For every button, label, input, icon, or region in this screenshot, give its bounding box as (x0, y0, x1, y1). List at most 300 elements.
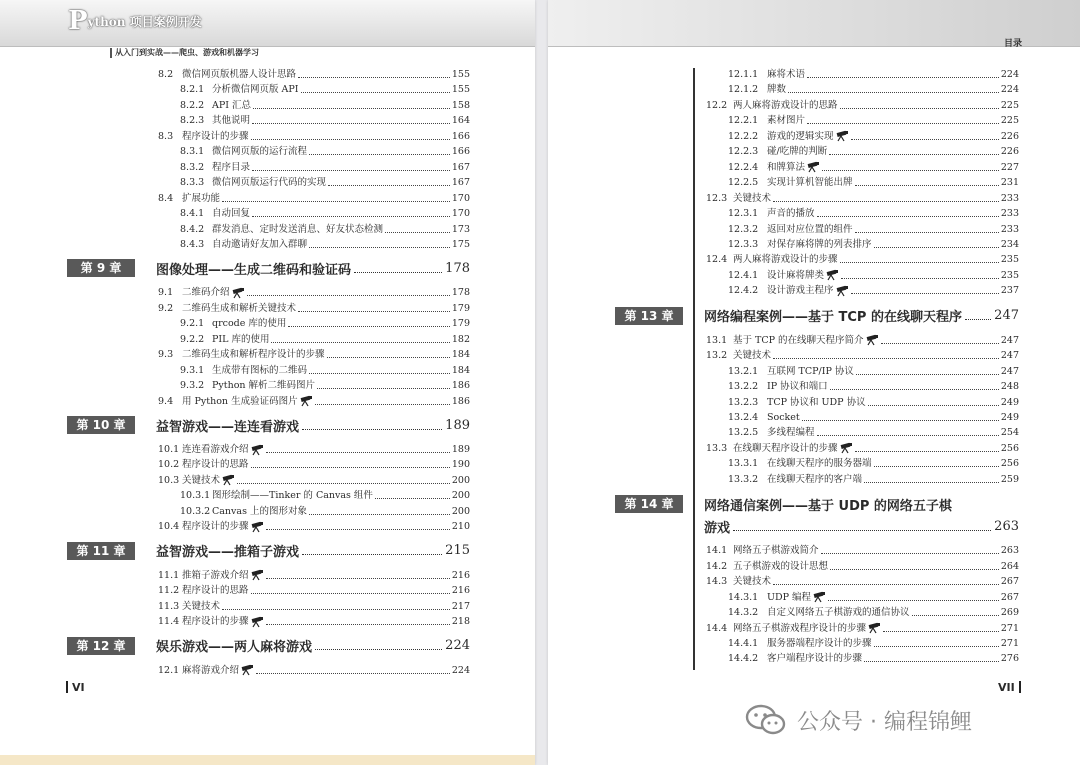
entry-page-number: 224 (1000, 69, 1019, 80)
entry-page-number: 170 (451, 192, 470, 204)
video-camera-icon[interactable] (867, 622, 881, 634)
entry-title: 麻将术语 (767, 69, 806, 80)
entry-number: 12.2.3 (728, 146, 759, 158)
entry-body (212, 378, 470, 393)
entry-body (212, 160, 470, 175)
entry-body (182, 663, 470, 678)
toc-entry[interactable] (158, 175, 470, 190)
entry-body (182, 568, 470, 583)
entry-title: Python 解析二维码图片 (212, 380, 316, 392)
entry-title: 二维码生成和解析关键技术 (182, 302, 297, 314)
entry-title: 微信网页版运行代码的实现 (212, 177, 327, 189)
entry-body (182, 599, 470, 614)
entry-title: 微信网页版机器人设计思路 (182, 69, 297, 80)
entry-page-number: 235 (1000, 269, 1019, 281)
video-camera-icon[interactable] (250, 521, 264, 533)
dot-leader (802, 420, 999, 421)
entry-number: 13.2.5 (728, 427, 759, 439)
entry-title: 自动邀请好友加入群聊 (212, 238, 308, 250)
wechat-icon (745, 704, 787, 736)
entry-title: 声音的播放 (767, 208, 815, 220)
entry-title: API 汇总 (212, 99, 252, 111)
entry-number: 12.2 (706, 99, 728, 111)
video-camera-icon[interactable] (231, 287, 245, 299)
toc-entry[interactable] (158, 363, 470, 378)
dot-leader (302, 554, 442, 555)
entry-page-number: 256 (1000, 458, 1019, 470)
chapter-body (156, 257, 470, 279)
dot-leader (385, 232, 450, 233)
entry-number: 12.2.1 (728, 115, 759, 127)
toc-entry[interactable] (158, 504, 470, 519)
entry-page-number: 200 (451, 490, 470, 502)
dot-leader (266, 452, 450, 453)
page-number: VII (998, 681, 1025, 694)
dot-leader (868, 405, 999, 406)
toc-entry[interactable] (158, 599, 470, 614)
page-header (548, 0, 1080, 47)
chapter-page-number: 263 (994, 518, 1019, 534)
toc-entry[interactable] (706, 82, 1019, 97)
entry-body (212, 206, 470, 221)
entry-body (767, 268, 1019, 283)
page-number: VI (62, 681, 85, 694)
dot-leader (266, 624, 450, 625)
dot-leader (855, 451, 999, 452)
chapter-heading[interactable] (67, 635, 470, 657)
entry-body (733, 559, 1019, 574)
dot-leader (874, 247, 999, 248)
entry-body (182, 129, 470, 144)
entry-number: 14.3.1 (728, 591, 759, 603)
dot-leader (733, 530, 991, 531)
toc-entry[interactable] (158, 98, 470, 113)
entry-title: 服务器端程序设计的步骤 (767, 637, 872, 649)
entry-number: 10.2 (158, 459, 180, 471)
video-camera-icon[interactable] (250, 569, 264, 581)
toc-entry[interactable] (706, 283, 1019, 298)
entry-title: 客户端程序设计的步骤 (767, 653, 863, 665)
entry-body (212, 98, 470, 113)
chapter-page-number: 178 (445, 260, 470, 276)
video-camera-icon[interactable] (839, 442, 853, 454)
video-camera-icon[interactable] (835, 285, 849, 297)
toc-entry[interactable] (706, 379, 1019, 394)
dot-leader (317, 388, 450, 389)
entry-title: 关键技术 (733, 576, 772, 588)
entry-number: 14.4.2 (728, 653, 759, 665)
toc-entry[interactable] (158, 347, 470, 362)
toc-entry[interactable] (158, 285, 470, 300)
entry-title: 牌数 (767, 84, 787, 96)
chapter-page-number: 215 (445, 543, 470, 559)
entry-body (212, 222, 470, 237)
entry-number: 8.2 (158, 69, 174, 80)
dot-leader (302, 429, 442, 430)
toc-entry[interactable] (706, 333, 1019, 348)
entry-page-number: 263 (1000, 545, 1019, 557)
toc-entry[interactable] (158, 614, 470, 629)
entry-title: 程序设计的思路 (182, 585, 249, 597)
dot-leader (328, 185, 450, 186)
entry-number: 8.3 (158, 130, 174, 142)
entry-page-number: 224 (451, 664, 470, 676)
dot-leader (817, 216, 999, 217)
toc-entry[interactable] (706, 410, 1019, 425)
entry-page-number: 271 (1000, 637, 1019, 649)
entry-body (733, 441, 1019, 456)
chapter-heading[interactable] (67, 414, 470, 436)
entry-number: 9.2.2 (180, 333, 205, 345)
entry-body (767, 222, 1019, 237)
entry-number: 8.2.2 (180, 99, 205, 111)
entry-number: 13.3.1 (728, 458, 759, 470)
toc-entry[interactable] (706, 456, 1019, 471)
entry-body (733, 543, 1019, 558)
dot-leader (851, 293, 999, 294)
toc-entry[interactable] (706, 67, 1019, 82)
toc-entry[interactable] (158, 301, 470, 316)
video-camera-icon[interactable] (250, 444, 264, 456)
dot-leader (965, 319, 991, 320)
chapter-body (156, 540, 470, 562)
toc-entry[interactable] (706, 144, 1019, 159)
toc-entry[interactable] (158, 519, 470, 534)
toc-entry[interactable] (706, 605, 1019, 620)
chapter-page-number: 189 (445, 417, 470, 433)
entry-body (767, 206, 1019, 221)
entry-body (767, 67, 1019, 82)
entry-page-number: 249 (1000, 396, 1019, 408)
dot-leader (256, 673, 450, 674)
entry-number: 14.3 (706, 576, 728, 588)
dot-leader (856, 374, 999, 375)
entry-number: 11.4 (158, 616, 180, 628)
entry-number: 9.4 (158, 395, 174, 407)
dot-leader (807, 77, 999, 78)
entry-number: 12.2.4 (728, 161, 759, 173)
entry-number: 11.3 (158, 600, 180, 612)
chapter-page-number: 224 (445, 638, 470, 653)
toc-entry[interactable] (158, 206, 470, 221)
video-camera-icon[interactable] (299, 395, 313, 407)
right-page (548, 0, 1080, 765)
toc-entry[interactable] (706, 129, 1019, 144)
entry-body (767, 129, 1019, 144)
dot-leader (252, 170, 450, 171)
entry-body (182, 442, 470, 457)
entry-title: IP 协议和端口 (767, 381, 828, 393)
toc-entry[interactable] (706, 222, 1019, 237)
entry-title: 在线聊天程序设计的步骤 (733, 442, 838, 454)
toc-entry[interactable] (158, 457, 470, 472)
video-camera-icon[interactable] (240, 664, 254, 676)
chapter-title: 益智游戏——推箱子游戏 (156, 545, 300, 561)
toc-entry[interactable] (706, 113, 1019, 128)
toc-entry[interactable] (158, 378, 470, 393)
chapter-heading[interactable] (615, 305, 1019, 327)
toc-entry[interactable] (706, 590, 1019, 605)
entry-page-number: 259 (1000, 473, 1019, 485)
entry-body (733, 252, 1019, 267)
dot-leader (788, 92, 999, 93)
dot-leader (822, 170, 999, 171)
entry-title: 其他说明 (212, 115, 251, 127)
entry-number: 8.2.3 (180, 115, 205, 127)
dot-leader (855, 185, 999, 186)
toc-entry[interactable] (706, 651, 1019, 666)
chapter-title: 网络通信案例——基于 UDP 的网络五子棋 (704, 499, 952, 515)
entry-body (212, 175, 470, 190)
entry-title: 自动回复 (212, 208, 251, 220)
entry-page-number: 186 (451, 395, 470, 407)
entry-title: 用 Python 生成验证码图片 (182, 395, 298, 407)
toc-entry[interactable] (706, 348, 1019, 363)
entry-page-number: 267 (1000, 576, 1019, 588)
toc-entry[interactable] (158, 191, 470, 206)
entry-number: 9.2.1 (180, 318, 205, 330)
entry-page-number: 254 (1000, 427, 1019, 439)
entry-number: 8.4 (158, 192, 174, 204)
toc-entry[interactable] (706, 364, 1019, 379)
entry-number: 11.2 (158, 585, 180, 597)
entry-page-number: 190 (451, 459, 470, 471)
entry-body (212, 504, 470, 519)
toc-entry[interactable] (706, 237, 1019, 252)
entry-number: 8.3.2 (180, 161, 205, 173)
dot-leader (251, 593, 450, 594)
toc-entry[interactable] (706, 472, 1019, 487)
entry-title: qrcode 库的使用 (212, 318, 287, 330)
toc-entry[interactable] (158, 67, 470, 82)
toc-entry[interactable] (706, 98, 1019, 113)
chapter-label: 第 9 章 (67, 259, 135, 277)
entry-body (767, 636, 1019, 651)
entry-page-number: 217 (451, 600, 470, 612)
entry-body (767, 113, 1019, 128)
entry-page-number: 247 (1000, 334, 1019, 346)
entry-number: 13.2 (706, 350, 728, 362)
entry-body (212, 488, 470, 503)
entry-title: Socket (767, 412, 800, 423)
toc-entry[interactable] (158, 222, 470, 237)
toc-entry[interactable] (706, 559, 1019, 574)
toc-entry[interactable] (158, 332, 470, 347)
entry-number: 12.3 (706, 192, 728, 204)
entry-page-number: 179 (451, 318, 470, 330)
entry-number: 13.3.2 (728, 473, 759, 485)
video-camera-icon[interactable] (865, 334, 879, 346)
toc-entry[interactable] (706, 175, 1019, 190)
entry-page-number: 226 (1000, 130, 1019, 142)
toc-entry[interactable] (706, 574, 1019, 589)
entry-number: 13.2.3 (728, 396, 759, 408)
dot-leader (874, 466, 999, 467)
dot-leader (773, 201, 999, 202)
video-camera-icon[interactable] (835, 130, 849, 142)
entry-page-number: 231 (1000, 177, 1019, 189)
entry-number: 10.1 (158, 444, 180, 455)
entry-number: 10.3.1 (180, 490, 211, 502)
entry-number: 8.4.3 (180, 238, 205, 250)
dot-leader (855, 232, 999, 233)
entry-body (767, 237, 1019, 252)
entry-body (212, 144, 470, 159)
toc-entry[interactable] (706, 191, 1019, 206)
toc-entry[interactable] (158, 488, 470, 503)
entry-title: 设计麻将牌类 (767, 269, 825, 281)
dot-leader (251, 139, 450, 140)
video-camera-icon[interactable] (250, 616, 264, 628)
toc-entry[interactable] (158, 144, 470, 159)
entry-body (767, 395, 1019, 410)
toc-entry[interactable] (706, 160, 1019, 175)
video-camera-icon[interactable] (806, 161, 820, 173)
toc-entry[interactable] (158, 316, 470, 331)
entry-number: 12.1 (158, 664, 180, 676)
entry-title: 五子棋游戏的设计思想 (733, 560, 829, 572)
entry-number: 14.1 (706, 545, 728, 557)
dot-leader (830, 569, 999, 570)
entry-body (212, 113, 470, 128)
toc-entry[interactable] (158, 82, 470, 97)
dot-leader (354, 272, 442, 273)
entry-page-number: 189 (451, 444, 470, 455)
entry-body (182, 285, 470, 300)
entry-page-number: 173 (451, 223, 470, 235)
entry-title: 分析微信网页版 API (212, 84, 299, 96)
entry-body (767, 364, 1019, 379)
chapter-label: 第 13 章 (615, 307, 683, 325)
toc-entry[interactable] (158, 583, 470, 598)
toc-entry[interactable] (158, 129, 470, 144)
entry-title: 关键技术 (733, 192, 772, 204)
entry-page-number: 276 (1000, 653, 1019, 665)
video-camera-icon[interactable] (812, 591, 826, 603)
entry-number: 12.2.5 (728, 177, 759, 189)
entry-number: 9.2 (158, 302, 174, 314)
dot-leader (252, 123, 450, 124)
toc-entry[interactable] (706, 543, 1019, 558)
dot-leader (874, 646, 999, 647)
entry-title: 碰/吃牌的判断 (767, 146, 828, 158)
entry-page-number: 216 (451, 569, 470, 581)
entry-page-number: 235 (1000, 254, 1019, 266)
dot-leader (841, 278, 999, 279)
book-title: Python 项目案例开发 (68, 6, 202, 36)
entry-page-number: 248 (1000, 381, 1019, 393)
entry-page-number: 167 (451, 161, 470, 173)
entry-body (733, 98, 1019, 113)
toc-entry[interactable] (706, 395, 1019, 410)
chapter-heading[interactable] (615, 493, 1019, 537)
chapter-label: 第 10 章 (67, 416, 135, 434)
entry-body (182, 191, 470, 206)
entry-body (767, 283, 1019, 298)
entry-title: PIL 库的使用 (212, 333, 270, 345)
entry-page-number: 225 (1000, 115, 1019, 127)
running-head: 目录 (1003, 39, 1022, 49)
toc-entry[interactable] (706, 268, 1019, 283)
entry-number: 9.3 (158, 349, 174, 361)
dot-leader (315, 404, 450, 405)
toc-entry[interactable] (706, 636, 1019, 651)
dot-leader (222, 201, 450, 202)
dot-leader (271, 342, 449, 343)
entry-body (767, 472, 1019, 487)
entry-number: 13.2.1 (728, 365, 759, 377)
toc-entry[interactable] (158, 394, 470, 409)
entry-number: 12.2.2 (728, 130, 759, 142)
entry-body (182, 473, 470, 488)
entry-body (767, 456, 1019, 471)
dot-leader (315, 649, 442, 650)
toc-entry[interactable] (706, 252, 1019, 267)
toc-entry[interactable] (706, 425, 1019, 440)
toc-entry[interactable] (706, 621, 1019, 636)
entry-body (182, 394, 470, 409)
entry-title: 网络五子棋游戏简介 (733, 545, 819, 557)
dot-leader (252, 216, 450, 217)
dot-leader (288, 326, 449, 327)
watermark (745, 700, 1065, 740)
toc-entry[interactable] (706, 206, 1019, 221)
entry-body (182, 457, 470, 472)
dot-leader (840, 108, 999, 109)
entry-number: 14.4 (706, 622, 728, 634)
entry-number: 9.3.1 (180, 364, 205, 376)
toc-entry[interactable] (158, 663, 470, 678)
entry-number: 9.1 (158, 287, 174, 299)
video-camera-icon[interactable] (221, 474, 235, 486)
entry-number: 8.3.1 (180, 146, 205, 158)
toc-entry[interactable] (158, 237, 470, 252)
dot-leader (327, 357, 450, 358)
entry-page-number: 164 (451, 115, 470, 127)
toc-entry[interactable] (158, 160, 470, 175)
dot-leader (821, 553, 999, 554)
chapter-label: 第 12 章 (67, 637, 135, 655)
entry-page-number: 247 (1000, 350, 1019, 362)
video-camera-icon[interactable] (825, 269, 839, 281)
entry-title: 二维码生成和解析程序设计的步骤 (182, 349, 325, 361)
entry-body (212, 82, 470, 97)
entry-number: 8.4.2 (180, 223, 205, 235)
entry-body (182, 347, 470, 362)
toc-entry[interactable] (158, 568, 470, 583)
entry-title: 生成带有图标的二维码 (212, 364, 308, 376)
entry-number: 8.4.1 (180, 208, 205, 220)
chapter-page-number: 247 (994, 308, 1019, 324)
entry-page-number: 233 (1000, 223, 1019, 235)
chapter-heading[interactable] (67, 540, 470, 562)
entry-page-number: 234 (1000, 238, 1019, 250)
entry-number: 10.3 (158, 474, 180, 486)
entry-page-number: 210 (451, 521, 470, 533)
toc-entry[interactable] (158, 473, 470, 488)
dot-leader (298, 311, 450, 312)
entry-body (733, 574, 1019, 589)
entry-page-number: 224 (1000, 84, 1019, 96)
toc-entry[interactable] (158, 113, 470, 128)
entry-number: 12.1.1 (728, 69, 759, 80)
entry-number: 10.3.2 (180, 505, 211, 517)
toc-entry[interactable] (158, 442, 470, 457)
toc-entry[interactable] (706, 441, 1019, 456)
entry-title: 推箱子游戏介绍 (182, 569, 249, 581)
entry-body (767, 605, 1019, 620)
chapter-heading[interactable] (67, 257, 470, 279)
